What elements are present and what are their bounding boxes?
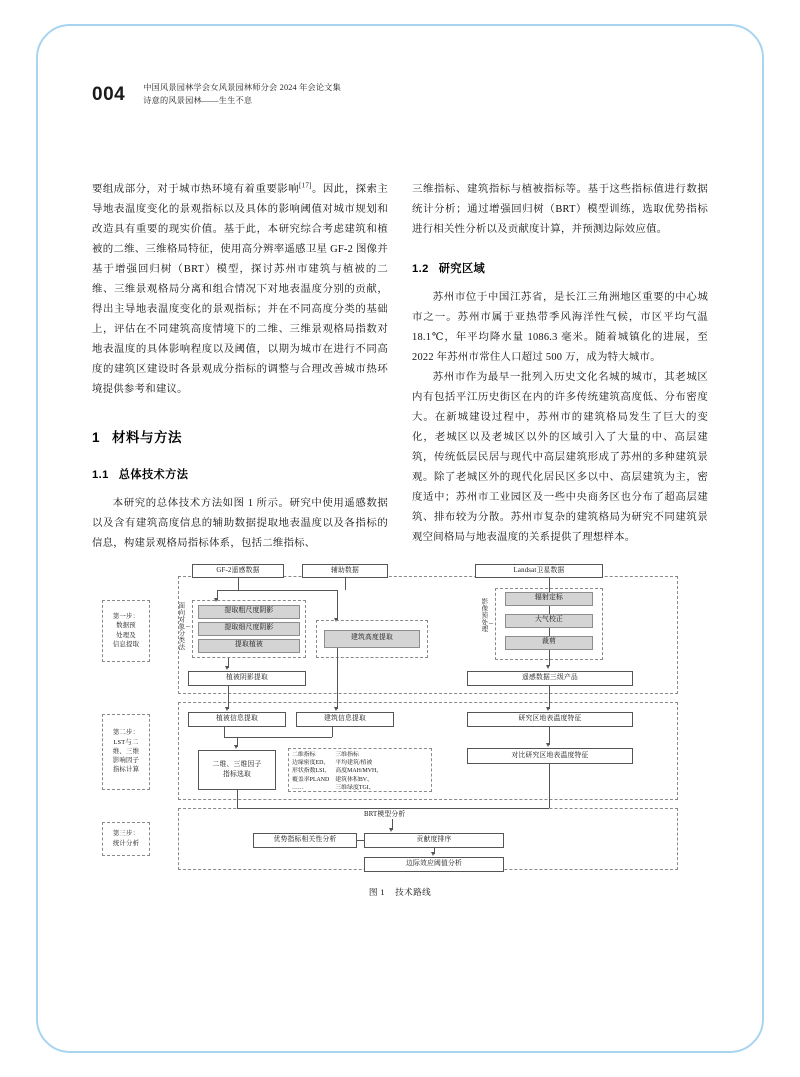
left-para1-head: 要组成部分，对于城市热环境有着重要影响	[92, 184, 300, 195]
subsection-number: 1.2	[412, 262, 429, 275]
header-title-block	[143, 82, 341, 107]
indicator-3d-title: 三维指标	[335, 751, 359, 758]
step2-label-line-4: 影响因子	[112, 757, 140, 765]
step2-label-line-5: 指标计算	[112, 766, 140, 774]
arrow-to-threshold	[431, 852, 435, 856]
figure-caption	[92, 886, 708, 898]
figure-1	[92, 566, 708, 898]
connector-lstcmp-to-brt	[549, 764, 550, 808]
right-paragraph-2: 苏州市位于中国江苏省，是长江三角洲地区重要的中心城市之一。苏州市属于亚热带季风海洋性气候，市区平均气温 18.1℃，年平均降水量 1086.3 毫米。随着城镇化的进展，至 2022 年苏州市常住人口超过 500 万，成为特大城市。	[412, 291, 708, 363]
node-contribution-ranking: 贡献度排序	[364, 833, 504, 848]
connector-landsat-chain-3	[549, 628, 550, 636]
connector-gf2-down	[238, 578, 239, 590]
factor-selection-line-2: 指标选取	[223, 770, 251, 778]
left-column	[92, 180, 388, 554]
arrow-lst-feature	[546, 707, 550, 711]
step1-label-line-3: 处理及	[116, 631, 136, 639]
node-radiometric-calibration: 辐射定标	[505, 592, 593, 606]
connector-buildinfo-down	[332, 727, 333, 737]
node-auxiliary-data: 辅助数据	[302, 564, 388, 578]
right-paragraph-3: 苏州市作为最早一批列入历史文化名城的城市，其老城区内有包括平江历史街区在内的许多传统建筑高度低、分布密度大。在新城建设过程中，苏州市的建筑格局发生了巨大的变化，老城区以及老城区以外的区域引入了大量的中、高层建筑，传统低层民居与现代中高层建筑形成了苏州的多种建筑景观。除了老城区外的现代化居民区多以中、高层建筑为主，密度适中；苏州市工业园区及一些中央商务区也分布了超高层建筑、排布较为分散。苏州市复杂的建筑格局为研究不同建筑景观空间格局与地表温度的关系提供了理想样本。	[412, 371, 708, 543]
indicator-2d-item-4: ……	[292, 785, 304, 792]
page-number: 004	[92, 84, 126, 105]
step3-label-line-1: 第三步：	[112, 830, 140, 838]
node-vegetation-info-extraction: 植被信息提取	[188, 712, 286, 727]
section-heading-1	[92, 426, 388, 446]
section-number: 1	[92, 429, 101, 445]
indicator-3d-item-2: 高度MAH/MVH、	[335, 768, 383, 775]
left-para1-tail: 。因此，探索主导地表温度变化的景观指标以及具体的影响阈值对城市规划和改造具有重要的现实价值。基于此，本研究综合考虑建筑和植被的二维、三维格局特征，使用高分辨率遥感卫星 GF-2 图像并基于增强回归树（BRT）模型，探讨苏州市建筑与植被的二维、三维景观格局分离和组合情况下对地表温度分别的贡献，得出主导地表温度变化的景观指标；并在不同高度分类的基础上，评估在不同建筑高度情境下的二维、三维景观格局指数对地表温度的具体影响程度以及阈值，以期为城市在进行不同高度的建筑区建设时各景观成分指标的调整与合理改善城市热环境提供参考和建议。	[92, 184, 388, 395]
indicator-3d-item-3: 建筑体积BV、	[335, 776, 373, 783]
subsection-heading-1-1	[92, 466, 388, 482]
connector-landsat-chain-2	[549, 606, 550, 614]
indicator-2d-title: 二维指标	[292, 751, 316, 758]
node-extract-fine-shadow: 提取细尺度阴影	[198, 622, 300, 636]
connector-merge-horizontal	[224, 737, 332, 738]
connector-lstcmp-brt-h	[392, 808, 549, 809]
indicator-3d-column	[335, 751, 383, 792]
step2-label-line-1: 第二步：	[112, 729, 140, 737]
node-building-info-extraction: 建筑信息提取	[296, 712, 394, 727]
left-paragraph-1	[92, 180, 388, 400]
running-head	[92, 72, 708, 118]
citation-ref: [17]	[299, 181, 312, 190]
arrow-factor-select	[234, 745, 238, 749]
subsection-number: 1.1	[92, 468, 109, 481]
node-extract-vegetation: 提取植被	[198, 639, 300, 653]
figure-caption-text: 技术路线	[395, 886, 432, 897]
node-marginal-threshold-analysis: 边际效应阈值分析	[364, 857, 504, 872]
connector-gf2-split	[217, 590, 337, 591]
step1-label	[102, 600, 150, 662]
connector-factor-to-brt	[237, 790, 238, 808]
arrow-lst-compare	[546, 743, 550, 747]
connector-step1-rs-down	[549, 686, 550, 709]
step1-label-line-2: 数据预	[116, 622, 136, 630]
node-crop: 裁剪	[505, 636, 593, 650]
flowchart-technical-route	[92, 566, 708, 876]
indicator-2d-item-2: 形状指数LSI、	[292, 768, 331, 775]
node-brt-model-analysis: BRT模型分析	[364, 810, 406, 818]
left-paragraph-2: 本研究的总体技术方法如图 1 所示。研究中使用遥感数据以及含有建筑高度信息的辅助数据提取地表温度以及各指标的信息，构建景观格局指标体系，包括二维指标、	[92, 497, 388, 549]
classification-brace: –	[186, 620, 190, 630]
step1-label-line-1: 第一步：	[112, 613, 140, 620]
node-gf2-data: GF-2遥感数据	[192, 564, 284, 578]
arrow-building-info	[334, 707, 338, 711]
node-lst-feature: 研究区地表温度特征	[467, 712, 633, 727]
body-columns	[92, 180, 708, 554]
node-extract-coarse-shadow: 提取粗尺度阴影	[198, 605, 300, 619]
arrow-to-contribution	[389, 828, 393, 832]
connector-veginfo-down	[224, 727, 225, 737]
indicator-3d-item-1: 平均建筑/植被	[335, 759, 373, 766]
step2-label-line-2: LST与二	[113, 738, 139, 746]
preprocess-brace: –	[489, 617, 493, 627]
node-factor-selection	[198, 750, 276, 790]
connector-step1-bh-down	[337, 648, 338, 709]
step3-label-line-2: 统计分析	[112, 839, 140, 847]
connector-factor-brt-h	[237, 808, 392, 809]
indicator-2d-column	[292, 751, 331, 792]
step2-label-line-3: 维、三维	[112, 747, 140, 755]
section-title: 材料与方法	[112, 429, 183, 445]
connector-to-height	[337, 590, 338, 620]
node-atmospheric-correction: 大气校正	[505, 614, 593, 628]
right-paragraph-1: 三维指标、建筑指标与植被指标等。基于这些指标值进行数据统计分析；通过增强回归树（BRT）模型训练，选取优势指标进行相关性分析以及贡献度计算，并预测边际效应值。	[412, 184, 708, 235]
node-lst-comparison: 对比研究区地表温度特征	[467, 748, 633, 764]
connector-aux-down	[345, 578, 346, 590]
header-line-2: 诗意的风景园林——生生不息	[143, 96, 253, 105]
connector-landsat-chain-4	[549, 650, 550, 666]
node-correlation-analysis: 优势指标相关性分析	[253, 833, 357, 848]
image-preprocess-label: 影像预处理	[480, 597, 488, 633]
subsection-title: 总体技术方法	[118, 468, 189, 481]
indicator-3d-item-4: 三维绿度TGI、	[335, 785, 375, 792]
indicator-list-box	[288, 748, 432, 792]
subsection-title: 研究区域	[438, 262, 486, 275]
node-vegetation-shadow-extraction: 植被阴影提取	[188, 671, 306, 686]
object-classification-label: 面向对象分类法	[177, 601, 185, 650]
subsection-heading-1-2	[412, 260, 708, 276]
right-column	[412, 180, 708, 554]
node-rs-three-level-product: 遥感数据三级产品	[467, 671, 633, 686]
arrow-veg-info	[225, 707, 229, 711]
step3-label	[102, 822, 150, 856]
node-landsat-data: Landsat卫星数据	[475, 564, 603, 578]
indicator-2d-item-1: 边缘密度ED、	[292, 759, 330, 766]
arrow-veg-shadow	[225, 666, 229, 670]
step1-label-line-4: 信息提取	[112, 640, 140, 648]
header-line-1: 中国风景园林学会女风景园林师分会 2024 年会论文集	[143, 83, 342, 93]
page-content	[92, 72, 708, 898]
step2-label	[102, 714, 150, 790]
arrow-to-rs-product	[546, 665, 550, 669]
node-building-height-extraction: 建筑高度提取	[324, 630, 420, 648]
connector-landsat-chain-1	[549, 578, 550, 592]
connector-step1-veg-down	[228, 686, 229, 709]
factor-selection-line-1: 二维、三维因子	[212, 761, 262, 769]
figure-caption-number: 图 1	[368, 886, 386, 897]
connector-corr-to-contrib	[357, 840, 364, 841]
indicator-2d-item-3: 覆盖率PLAND	[292, 776, 330, 783]
